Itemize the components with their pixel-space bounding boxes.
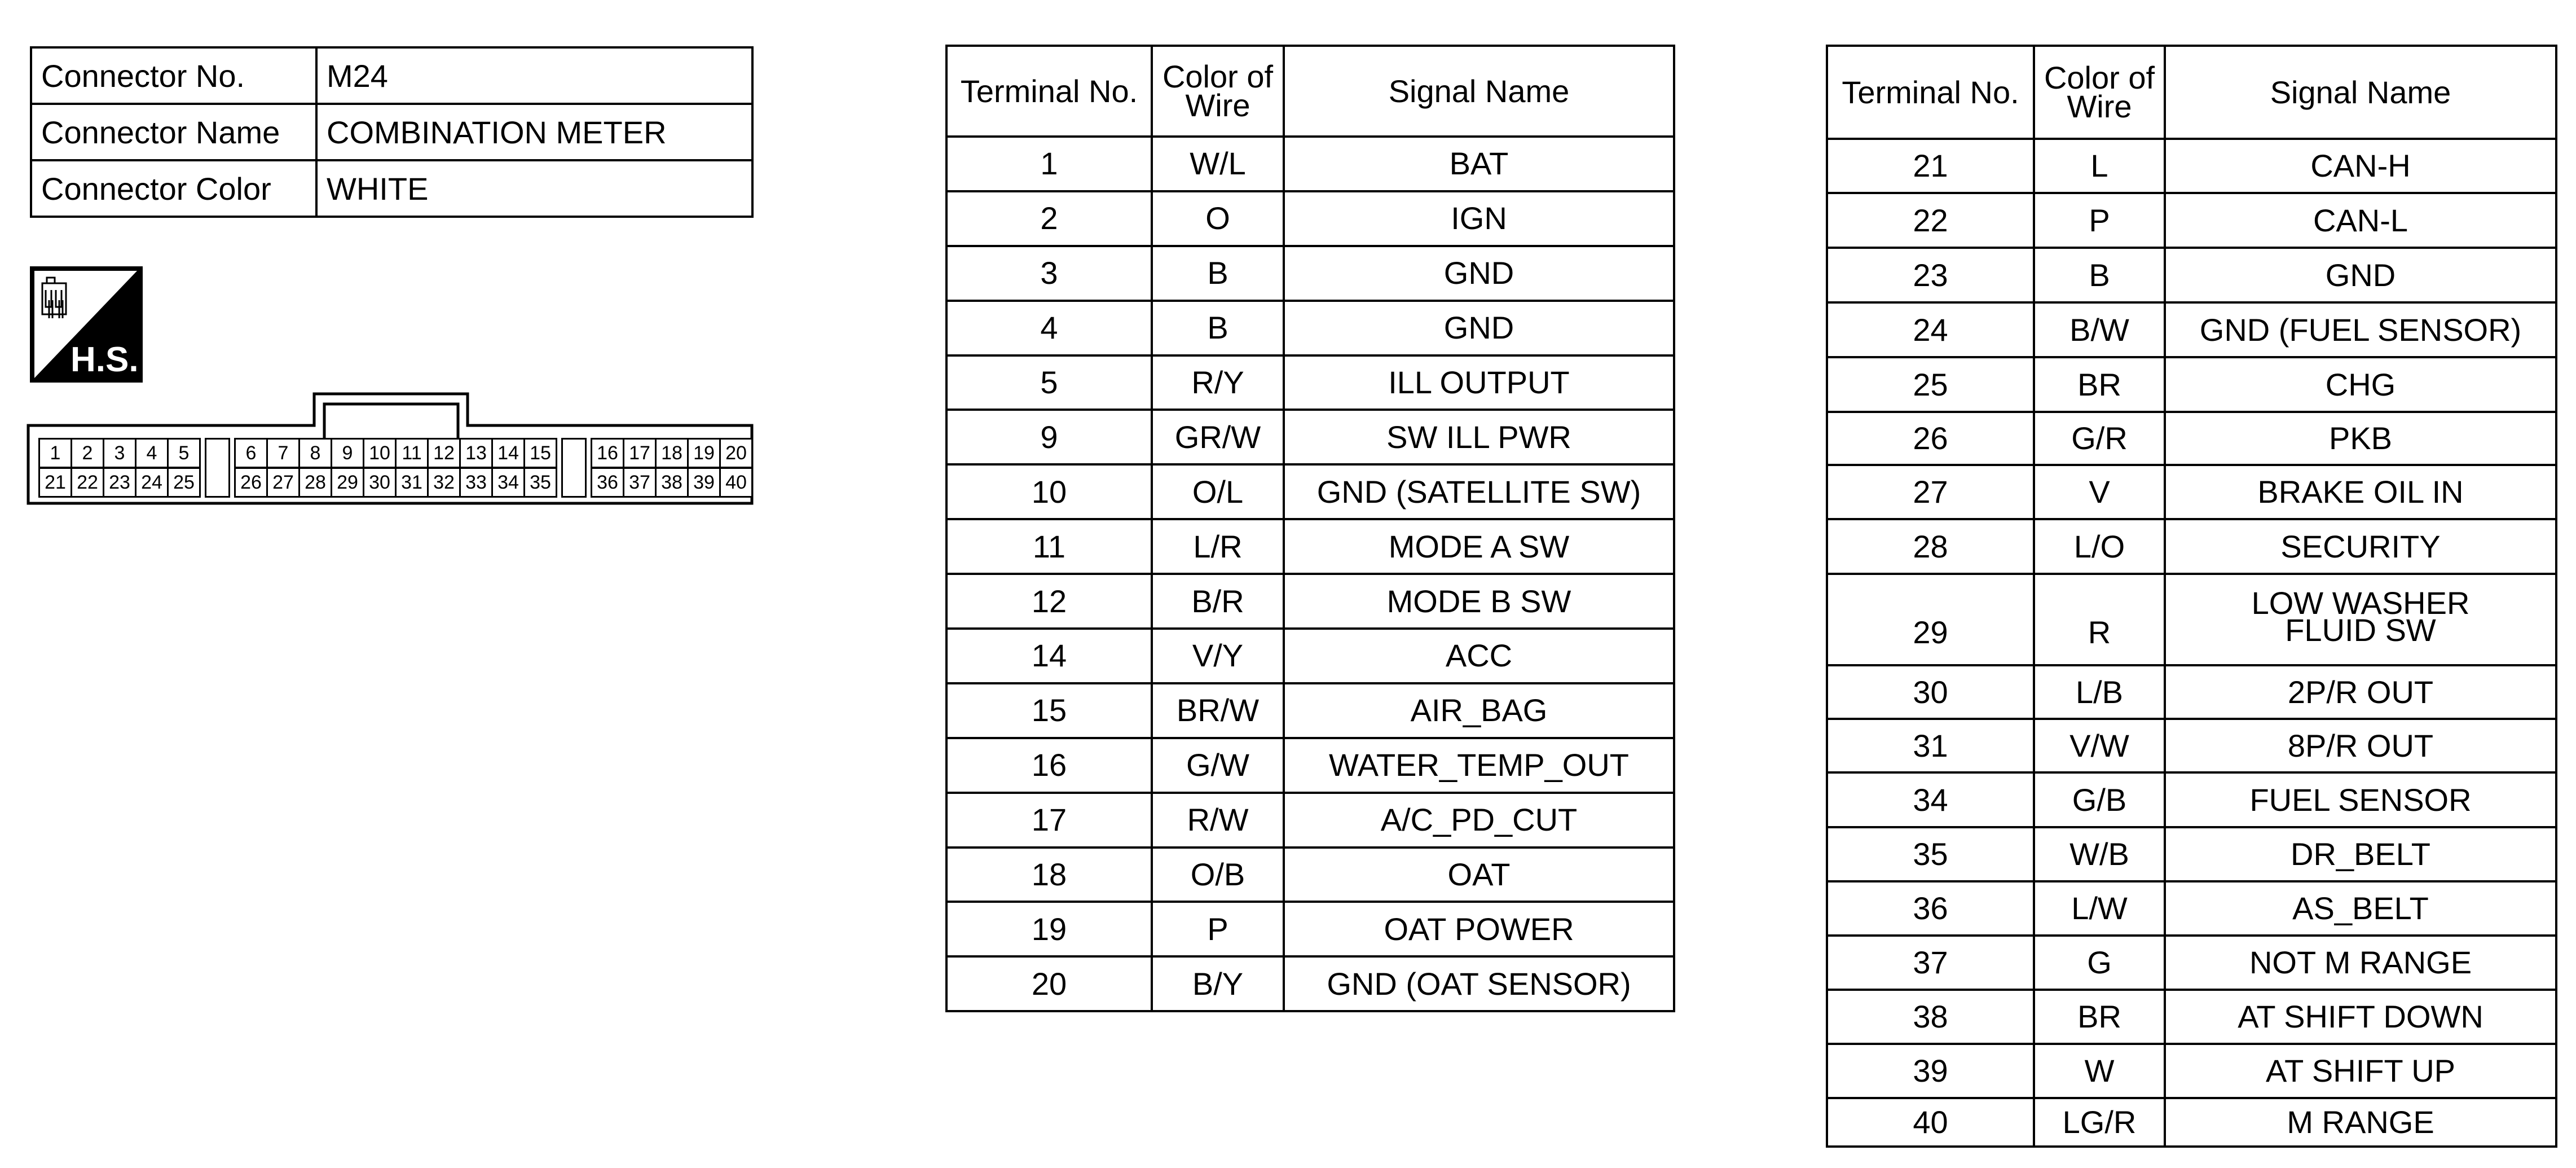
signal-name-cell: AT SHIFT UP xyxy=(2165,1044,2556,1098)
wire-color-cell: L/B xyxy=(2034,665,2165,719)
terminal-table-right xyxy=(1826,45,2557,1148)
connector-pin: 9 xyxy=(331,438,364,468)
connector-pin: 37 xyxy=(623,467,657,498)
harness-side-connector-icon xyxy=(30,266,143,383)
connector-pin: 10 xyxy=(363,438,397,468)
signal-name-cell: DR_BELT xyxy=(2165,827,2556,881)
connector-name-row xyxy=(31,104,752,160)
wire-color-cell: BR xyxy=(2034,990,2165,1044)
table-row xyxy=(1827,881,2556,936)
terminal-no-cell: 9 xyxy=(946,410,1152,464)
connector-pin: 30 xyxy=(363,467,397,498)
signal-name-cell: LOW WASHER FLUID SW xyxy=(2165,574,2556,665)
connector-pin: 29 xyxy=(331,467,364,498)
wire-color-cell: P xyxy=(2034,193,2165,248)
connector-pin: 34 xyxy=(491,467,525,498)
connector-pin: 2 xyxy=(71,438,104,468)
connector-pin: 23 xyxy=(103,467,136,498)
terminal-no-cell: 39 xyxy=(1827,1044,2034,1098)
table-header-row xyxy=(1827,46,2556,139)
terminal-no-cell: 37 xyxy=(1827,936,2034,990)
signal-name-cell: BRAKE OIL IN xyxy=(2165,465,2556,519)
wire-color-cell: V xyxy=(2034,465,2165,519)
wire-color-cell: V/W xyxy=(2034,719,2165,772)
table-row xyxy=(946,738,1674,793)
table-row xyxy=(1827,827,2556,881)
signal-name-header: Signal Name xyxy=(2165,46,2556,139)
connector-name-label: Connector Name xyxy=(31,104,316,160)
signal-name-cell: CAN-L xyxy=(2165,193,2556,248)
connector-pin: 38 xyxy=(655,467,689,498)
table-row xyxy=(1827,574,2556,665)
table-row xyxy=(1827,1044,2556,1098)
signal-name-cell: 8P/R OUT xyxy=(2165,719,2556,772)
wire-color-cell: W xyxy=(2034,1044,2165,1098)
wire-color-cell: B xyxy=(2034,248,2165,302)
wire-color-cell: W/B xyxy=(2034,827,2165,881)
table-row xyxy=(946,191,1674,246)
wire-color-cell: R xyxy=(2034,574,2165,665)
connector-pin: 28 xyxy=(298,467,332,498)
connector-pin: 5 xyxy=(167,438,201,468)
signal-name-cell: SW ILL PWR xyxy=(1284,410,1674,464)
color-of-wire-header: Color of Wire xyxy=(2034,46,2165,139)
wire-color-cell: G xyxy=(2034,936,2165,990)
terminal-no-cell: 38 xyxy=(1827,990,2034,1044)
connector-pin: 25 xyxy=(167,467,201,498)
table-row xyxy=(946,956,1674,1011)
connector-pin: 36 xyxy=(591,467,624,498)
signal-name-cell: ILL OUTPUT xyxy=(1284,355,1674,410)
wire-color-cell: L/R xyxy=(1152,519,1284,574)
signal-name-cell: FUEL SENSOR xyxy=(2165,772,2556,827)
table-row xyxy=(1827,519,2556,574)
connector-pin: 16 xyxy=(591,438,624,468)
signal-name-cell: MODE B SW xyxy=(1284,574,1674,629)
terminal-no-cell: 12 xyxy=(946,574,1152,629)
wire-color-cell: BR xyxy=(2034,357,2165,412)
connector-color-label: Connector Color xyxy=(31,160,316,217)
table-row xyxy=(1827,990,2556,1044)
connector-pin: 4 xyxy=(135,438,169,468)
table-row xyxy=(1827,357,2556,412)
connector-pin-gap xyxy=(561,438,587,498)
connector-pin: 35 xyxy=(523,467,557,498)
connector-pin: 31 xyxy=(395,467,429,498)
terminal-no-cell: 35 xyxy=(1827,827,2034,881)
hs-label: H.S. xyxy=(71,340,139,379)
terminal-no-cell: 27 xyxy=(1827,465,2034,519)
signal-name-cell: GND xyxy=(1284,246,1674,301)
signal-name-cell: A/C_PD_CUT xyxy=(1284,793,1674,848)
signal-name-cell: MODE A SW xyxy=(1284,519,1674,574)
table-row xyxy=(1827,465,2556,519)
signal-name-cell: GND xyxy=(2165,248,2556,302)
wire-color-cell: L xyxy=(2034,139,2165,193)
connector-pin: 40 xyxy=(719,467,753,498)
table-row xyxy=(1827,193,2556,248)
wire-color-cell: R/W xyxy=(1152,793,1284,848)
connector-pin: 12 xyxy=(427,438,461,468)
terminal-no-cell: 5 xyxy=(946,355,1152,410)
connector-pin: 18 xyxy=(655,438,689,468)
connector-pin: 26 xyxy=(234,467,268,498)
wire-color-cell: P xyxy=(1152,902,1284,956)
connector-info-table xyxy=(30,46,754,218)
table-row xyxy=(946,355,1674,410)
connector-pin: 32 xyxy=(427,467,461,498)
signal-name-cell: PKB xyxy=(2165,412,2556,465)
connector-pin: 8 xyxy=(298,438,332,468)
wire-color-cell: GR/W xyxy=(1152,410,1284,464)
table-row xyxy=(946,464,1674,519)
table-row xyxy=(946,246,1674,301)
terminal-no-cell: 40 xyxy=(1827,1098,2034,1147)
terminal-no-cell: 2 xyxy=(946,191,1152,246)
connector-pin: 6 xyxy=(234,438,268,468)
connector-pin: 39 xyxy=(687,467,721,498)
connector-pin: 33 xyxy=(459,467,493,498)
wire-color-cell: B/W xyxy=(2034,302,2165,357)
wire-color-cell: L/W xyxy=(2034,881,2165,936)
signal-name-cell: OAT POWER xyxy=(1284,902,1674,956)
terminal-no-cell: 25 xyxy=(1827,357,2034,412)
terminal-no-cell: 4 xyxy=(946,301,1152,355)
table-row xyxy=(946,301,1674,355)
table-row xyxy=(946,902,1674,956)
connector-pin: 20 xyxy=(719,438,753,468)
terminal-no-cell: 30 xyxy=(1827,665,2034,719)
table-row xyxy=(1827,139,2556,193)
terminal-no-cell: 14 xyxy=(946,629,1152,683)
connector-pin: 17 xyxy=(623,438,657,468)
terminal-no-cell: 11 xyxy=(946,519,1152,574)
wire-color-cell: G/R xyxy=(2034,412,2165,465)
connector-pin: 15 xyxy=(523,438,557,468)
connector-name-value: COMBINATION METER xyxy=(316,104,752,160)
connector-color-row xyxy=(31,160,752,217)
terminal-no-cell: 36 xyxy=(1827,881,2034,936)
signal-name-cell: NOT M RANGE xyxy=(2165,936,2556,990)
wire-color-cell: G/B xyxy=(2034,772,2165,827)
wire-color-cell: B xyxy=(1152,301,1284,355)
terminal-no-cell: 22 xyxy=(1827,193,2034,248)
table-row xyxy=(1827,248,2556,302)
terminal-no-header: Terminal No. xyxy=(946,46,1152,137)
terminal-no-cell: 10 xyxy=(946,464,1152,519)
table-row xyxy=(946,137,1674,191)
wire-color-cell: O/L xyxy=(1152,464,1284,519)
connector-pin: 11 xyxy=(395,438,429,468)
connector-pin: 7 xyxy=(266,438,300,468)
wire-color-cell: B/R xyxy=(1152,574,1284,629)
terminal-no-cell: 34 xyxy=(1827,772,2034,827)
wire-color-cell: V/Y xyxy=(1152,629,1284,683)
connector-pin: 14 xyxy=(491,438,525,468)
connector-color-value: WHITE xyxy=(316,160,752,217)
connector-pin: 22 xyxy=(71,467,104,498)
table-header-row xyxy=(946,46,1674,137)
wire-color-cell: O xyxy=(1152,191,1284,246)
wire-color-cell: W/L xyxy=(1152,137,1284,191)
signal-name-cell: AIR_BAG xyxy=(1284,683,1674,738)
signal-name-cell: CHG xyxy=(2165,357,2556,412)
wire-color-cell: L/O xyxy=(2034,519,2165,574)
terminal-table-left xyxy=(945,45,1675,1012)
terminal-no-cell: 24 xyxy=(1827,302,2034,357)
terminal-no-cell: 1 xyxy=(946,137,1152,191)
table-row xyxy=(946,629,1674,683)
connector-pin: 21 xyxy=(38,467,72,498)
signal-name-cell: ACC xyxy=(1284,629,1674,683)
terminal-no-cell: 3 xyxy=(946,246,1152,301)
connector-pin: 24 xyxy=(135,467,169,498)
terminal-no-cell: 31 xyxy=(1827,719,2034,772)
terminal-no-cell: 23 xyxy=(1827,248,2034,302)
terminal-no-cell: 16 xyxy=(946,738,1152,793)
terminal-no-header: Terminal No. xyxy=(1827,46,2034,139)
table-row xyxy=(946,574,1674,629)
wire-color-cell: R/Y xyxy=(1152,355,1284,410)
table-row xyxy=(946,519,1674,574)
wire-color-cell: BR/W xyxy=(1152,683,1284,738)
harness-side-icon xyxy=(30,266,143,383)
signal-name-cell: GND (SATELLITE SW) xyxy=(1284,464,1674,519)
terminal-no-cell: 28 xyxy=(1827,519,2034,574)
terminal-no-cell: 18 xyxy=(946,848,1152,902)
signal-name-cell: AS_BELT xyxy=(2165,881,2556,936)
table-row xyxy=(1827,665,2556,719)
table-row xyxy=(946,410,1674,464)
terminal-no-cell: 29 xyxy=(1827,574,2034,665)
terminal-no-cell: 20 xyxy=(946,956,1152,1011)
signal-name-header: Signal Name xyxy=(1284,46,1674,137)
connector-no-row xyxy=(31,47,752,104)
wire-color-cell: LG/R xyxy=(2034,1098,2165,1147)
connector-no-label: Connector No. xyxy=(31,47,316,104)
connector-no-value: M24 xyxy=(316,47,752,104)
signal-name-cell: GND xyxy=(1284,301,1674,355)
wire-color-cell: B/Y xyxy=(1152,956,1284,1011)
signal-name-cell: GND (FUEL SENSOR) xyxy=(2165,302,2556,357)
connector-pin: 27 xyxy=(266,467,300,498)
connector-pin: 19 xyxy=(687,438,721,468)
connector-pin: 3 xyxy=(103,438,136,468)
signal-name-cell: BAT xyxy=(1284,137,1674,191)
terminal-no-cell: 26 xyxy=(1827,412,2034,465)
table-row xyxy=(1827,302,2556,357)
table-row xyxy=(1827,719,2556,772)
terminal-no-cell: 15 xyxy=(946,683,1152,738)
connector-pin-gap xyxy=(205,438,230,498)
table-row xyxy=(1827,772,2556,827)
signal-name-cell: WATER_TEMP_OUT xyxy=(1284,738,1674,793)
connector-pin: 1 xyxy=(38,438,72,468)
terminal-no-cell: 21 xyxy=(1827,139,2034,193)
wire-color-cell: G/W xyxy=(1152,738,1284,793)
wire-color-cell: O/B xyxy=(1152,848,1284,902)
wire-color-cell: B xyxy=(1152,246,1284,301)
signal-name-cell: SECURITY xyxy=(2165,519,2556,574)
table-row xyxy=(946,793,1674,848)
table-row xyxy=(946,848,1674,902)
signal-name-cell: 2P/R OUT xyxy=(2165,665,2556,719)
signal-name-cell: AT SHIFT DOWN xyxy=(2165,990,2556,1044)
color-of-wire-header: Color of Wire xyxy=(1152,46,1284,137)
signal-name-cell: M RANGE xyxy=(2165,1098,2556,1147)
table-row xyxy=(1827,412,2556,465)
signal-name-cell: IGN xyxy=(1284,191,1674,246)
signal-name-cell: OAT xyxy=(1284,848,1674,902)
signal-name-cell: CAN-H xyxy=(2165,139,2556,193)
terminal-no-cell: 19 xyxy=(946,902,1152,956)
terminal-no-cell: 17 xyxy=(946,793,1152,848)
connector-pin: 13 xyxy=(459,438,493,468)
table-row xyxy=(1827,936,2556,990)
table-row xyxy=(1827,1098,2556,1147)
signal-name-cell: GND (OAT SENSOR) xyxy=(1284,956,1674,1011)
table-row xyxy=(946,683,1674,738)
